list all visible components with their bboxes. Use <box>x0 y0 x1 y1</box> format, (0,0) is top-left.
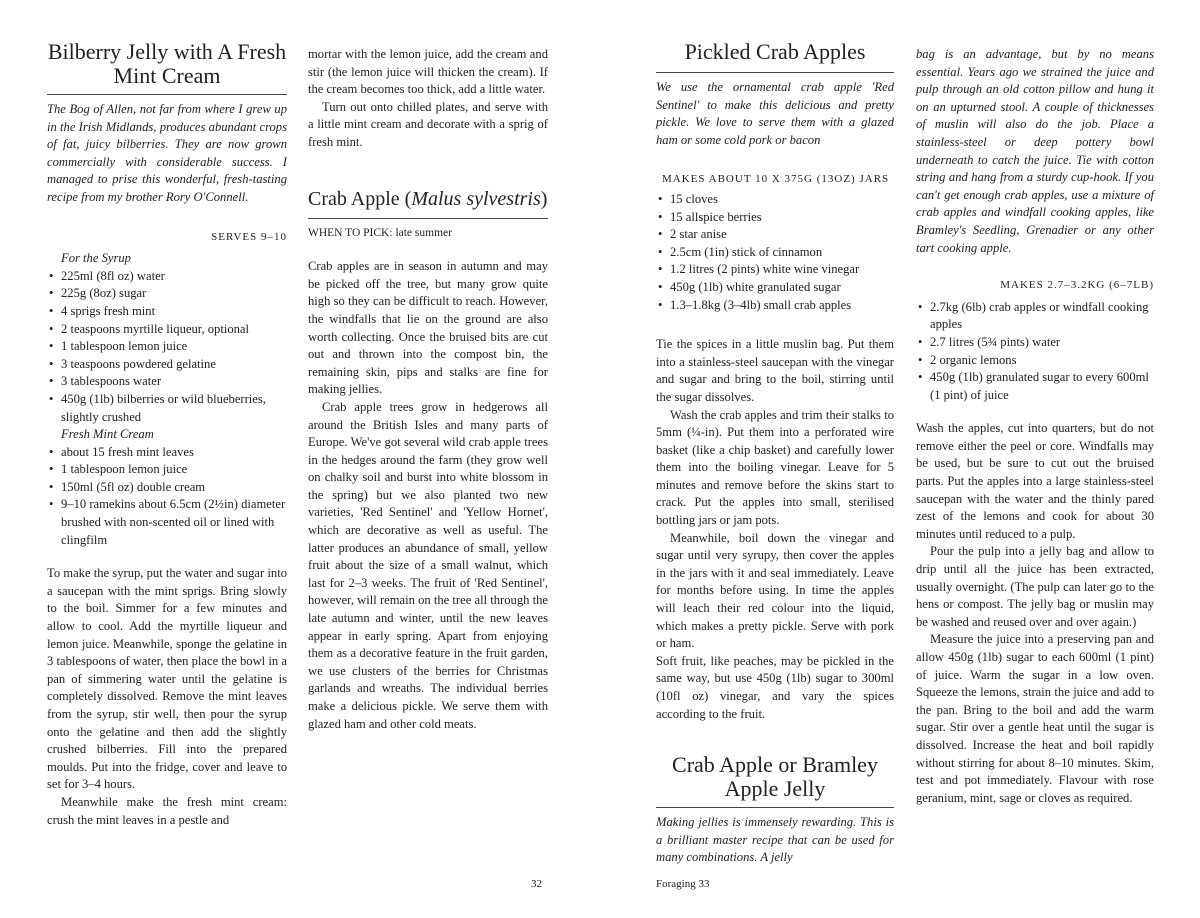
bilberry-method-4: Turn out onto chilled plates, and serve with a little mint cream and decorate with a sprig of fresh mint. <box>308 99 548 149</box>
pickled-intro: We use the ornamental crab apple 'Red Sentinel' to make this delicious and pretty pickle. We love to serve them with a glazed ham or some cold pork or bacon <box>656 80 894 147</box>
jelly-method-2: Pour the pulp into a jelly bag and allow to drip until all the juice has been extracted, usually overnight. (The pulp can later go to the hens or compost. The jelly bag or muslin may be washed and reused over and over again.) <box>916 544 1154 629</box>
list-item: • 2.5cm (1in) stick of cinnamon <box>656 244 894 262</box>
pickled-method-1: Tie the spices in a little muslin bag. Put them into a stainless-steel saucepan with the vinegar and sugar and bring to the boil, stirring until the sugar dissolves. <box>656 337 894 404</box>
crab-apple-para-2: Crab apple trees grow in hedgerows all around the British Isles and many parts of Europe. We've got several wild crab apple trees in the hedges around the farm (they grow well on chalky soil and burst into white blossom in the spring) but we also planted two new varieties, 'Red Sentinel' and 'Yellow Hornet', which are decorative as well as useful. The latter produces an abundance of small, yellow fruit about the size of a small walnut, which last for 2–3 weeks. The fruit of 'Red Sentinel', however, will remain on the tree all through the late autumn and winter, until the new leaves appear in early spring. Apart from enjoying them as a decorative feature in the fruit garden, we use clusters of the berries for Christmas garlands and wreaths. The individual berries make a delicious pickle. We serve them with glazed ham and other cold meats. <box>308 399 548 731</box>
list-item: • 1.3–1.8kg (3–4lb) small crab apples <box>656 297 894 315</box>
jelly-makes: MAKES 2.7–3.2KG (6–7LB) <box>1000 279 1154 292</box>
jelly-title: Crab Apple or Bramley Apple Jelly <box>672 752 878 802</box>
bilberry-method-2: Meanwhile make the fresh mint cream: crush the mint leaves in a pestle and <box>47 794 287 827</box>
list-item: • 1 tablespoon lemon juice <box>47 338 287 356</box>
list-item: • 150ml (5fl oz) double cream <box>47 479 287 497</box>
page-number-right: Foraging 33 <box>656 878 710 890</box>
bilberry-method-3: mortar with the lemon juice, add the cream and stir (the lemon juice will thicken the cream). If the cream becomes too thick, add a little water. <box>308 47 548 97</box>
title-rule <box>47 94 287 95</box>
list-item: • 4 sprigs fresh mint <box>47 303 287 321</box>
pickled-ingredients <box>656 191 894 314</box>
column-3 <box>656 40 894 867</box>
pickled-makes: MAKES ABOUT 10 X 375G (13OZ) JARS <box>662 173 890 186</box>
list-item: • 450g (1lb) bilberries or wild blueberries, slightly crushed <box>47 391 287 426</box>
list-item: • 450g (1lb) granulated sugar to every 600ml (1 pint) of juice <box>916 369 1154 404</box>
bilberry-intro: The Bog of Allen, not far from where I grew up in the Irish Midlands, produces abundant crops of fat, juicy bilberries. They are now grown commercially with considerable success. I managed to prise this wonderful, fresh-tasting recipe from my brother Rory O'Connell. <box>47 102 287 204</box>
when-to-pick <box>308 225 548 243</box>
jelly-intro-1: Making jellies is immensely rewarding. This is a brilliant master recipe that can be used for many combinations. A jelly <box>656 815 894 865</box>
bilberry-method-1: To make the syrup, put the water and sugar into a saucepan with the mint sprigs. Bring slowly to the boil. Simmer for a few minutes and allow to cool. Add the myrtille liqueur and lemon juice. Meanwhile, sponge the gelatine in 3 tablespoons of water, then place the bowl in a pan of simmering water until the gelatine is completely dissolved. Remove the mint leaves from the syrup, stir well, then pour the syrup onto the gelatine and then add the slightly crushed bilberries. Fill into the prepared moulds. Put into the fridge, cover and leave to set for 3–4 hours. <box>47 566 287 792</box>
list-item: • 3 teaspoons powdered gelatine <box>47 356 287 374</box>
crab-apple-title <box>308 188 548 210</box>
title-rule <box>656 72 894 73</box>
list-item: • 15 cloves <box>656 191 894 209</box>
list-item: • 3 tablespoons water <box>47 373 287 391</box>
list-item: • 225g (8oz) sugar <box>47 285 287 303</box>
title-rule <box>656 807 894 808</box>
cream-ingredients <box>47 444 287 550</box>
column-1 <box>47 40 287 829</box>
crab-apple-title-plain: Crab Apple ( <box>308 187 412 210</box>
column-4 <box>916 40 1154 807</box>
syrup-ingredients <box>47 268 287 426</box>
list-item: • 15 allspice berries <box>656 209 894 227</box>
column-2 <box>308 40 548 733</box>
list-item: • about 15 fresh mint leaves <box>47 444 287 462</box>
bilberry-serves: SERVES 9–10 <box>211 230 287 243</box>
list-item: • 2.7 litres (5¾ pints) water <box>916 334 1154 352</box>
when-to-pick-value: late summer <box>395 226 452 239</box>
pickled-method-3: Meanwhile, boil down the vinegar and sugar until very syrupy, then cover the apples in the jars with it and seal immediately. Leave for months before using. In time the apples will leach their red colour into the liquid, which makes a pretty pickle. Serve with pork or ham. <box>656 530 894 651</box>
jelly-intro-2: bag is an advantage, but by no means essential. Years ago we strained the juice and pulp through an old cotton pillow and hung it on an upturned stool. A couple of thicknesses of muslin will also do the job. Place a stainless-steel or deep pottery bowl underneath to catch the juice. Tie with cotton string and hang from a sturdy cup-hook. If you can't get enough crab apples, use a mixture of crab apples and windfall cooking apples, like Bramley's Seedling, Grenadier or any other tart cooking apple. <box>916 47 1154 255</box>
crab-apple-title-close: ) <box>540 187 548 210</box>
bilberry-title: Bilberry Jelly with A Fresh Mint Cream <box>47 39 287 88</box>
list-item: • 2 star anise <box>656 226 894 244</box>
pickled-method-2: Wash the crab apples and trim their stalks to 5mm (¼-in). Put them into a perforated wire basket (like a chip basket) and carefully lower them into the boiling vinegar. Leave for 5 minutes and remove before the skins start to crack. Put the apples into small, sterilised bottling jars or jam pots. <box>656 407 894 528</box>
when-to-pick-label: WHEN TO PICK: <box>308 226 393 239</box>
syrup-heading: For the Syrup <box>61 251 131 266</box>
list-item: • 9–10 ramekins about 6.5cm (2½in) diameter brushed with non-scented oil or lined with clingfilm <box>47 496 287 549</box>
list-item: • 225ml (8fl oz) water <box>47 268 287 286</box>
page-number-left: 32 <box>531 878 542 890</box>
list-item: • 2 teaspoons myrtille liqueur, optional <box>47 321 287 339</box>
jelly-method-3: Measure the juice into a preserving pan and allow 450g (1lb) sugar to each 600ml (1 pint) of juice. Warm the sugar in a low oven. Squeeze the lemons, strain the juice and add to the pan. Bring to the boil and add the warm sugar. Stir over a gentle heat until the sugar is dissolved. Increase the heat and boil rapidly without stirring for about 8–10 minutes. Skim, test and pot immediately. Flavour with rose geranium, mint, sage or cloves as required. <box>916 632 1154 805</box>
title-rule <box>308 218 548 219</box>
pickled-title: Pickled Crab Apples <box>684 39 866 64</box>
jelly-method-1: Wash the apples, cut into quarters, but do not remove either the peel or core. Windfalls may be used, but be sure to cut out the bruised parts. Put the apples into a large stainless-steel saucepan with the water and the thinly pared zest of the lemons and cook for about 30 minutes until reduced to a pulp. <box>916 421 1154 541</box>
cream-heading: Fresh Mint Cream <box>61 427 154 442</box>
crab-apple-para-1: Crab apples are in season in autumn and may be picked off the tree, but many grow quite high so they can be difficult to reach. However, the windfalls that lie on the ground are also worth collecting. Once the bruised bits are cut out and thrown into the compost bin, the remaining skin, pips and stalks are fine for making jellies. <box>308 259 548 397</box>
crab-apple-title-latin: Malus sylvestris <box>411 187 541 210</box>
list-item: • 2.7kg (6lb) crab apples or windfall cooking apples <box>916 299 1154 334</box>
list-item: • 450g (1lb) white granulated sugar <box>656 279 894 297</box>
list-item: • 1 tablespoon lemon juice <box>47 461 287 479</box>
list-item: • 1.2 litres (2 pints) white wine vinegar <box>656 261 894 279</box>
jelly-ingredients <box>916 299 1154 405</box>
list-item: • 2 organic lemons <box>916 352 1154 370</box>
pickled-method-4: Soft fruit, like peaches, may be pickled in the same way, but use 450g (1lb) sugar to 300ml (10fl oz) vinegar, and vary the spices according to the fruit. <box>656 653 894 721</box>
